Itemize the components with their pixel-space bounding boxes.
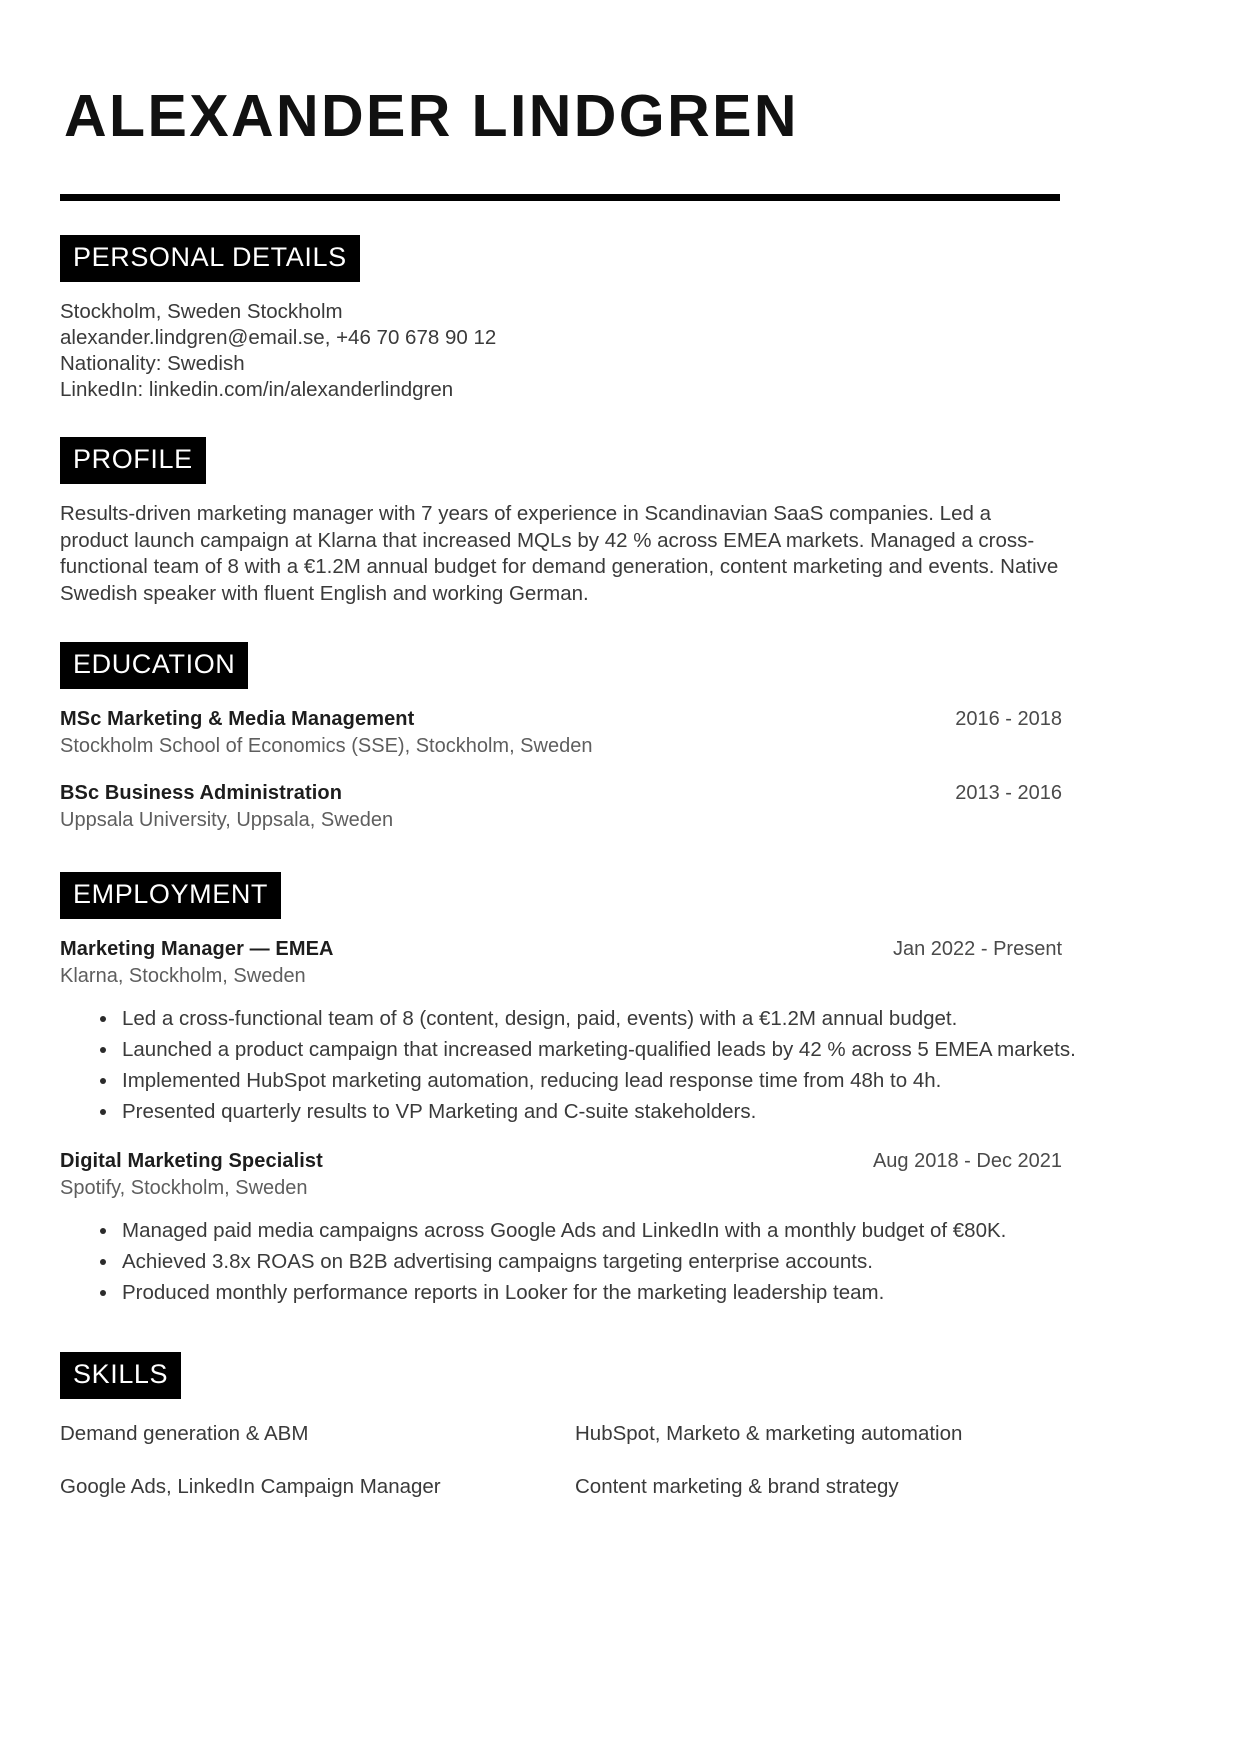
contact-line-location: Stockholm, Sweden Stockholm [60, 299, 343, 323]
contact-line-email-phone: alexander.lindgren@email.se, +46 70 678 90 12 [60, 325, 497, 349]
education-institution: Uppsala University, Uppsala, Sweden [60, 808, 394, 831]
section-heading-personal-details: PERSONAL DETAILS [60, 235, 360, 282]
list-item: Implemented HubSpot marketing automation, reducing lead response time from 48h to 4h. [100, 1067, 1100, 1094]
page-title: ALEXANDER LINDGREN [64, 83, 799, 149]
employment-entry [60, 938, 1141, 1126]
list-item: Managed paid media campaigns across Google Ads and LinkedIn with a monthly budget of €80K. [100, 1217, 1100, 1244]
skill-item: Content marketing & brand strategy [575, 1475, 899, 1498]
list-item: Produced monthly performance reports in Looker for the marketing leadership team. [100, 1279, 1100, 1306]
education-degree: MSc Marketing & Media Management [60, 707, 415, 730]
employment-entry-header [60, 1150, 1062, 1173]
education-entry [60, 782, 1141, 832]
section-profile [60, 437, 1141, 608]
education-degree: BSc Business Administration [60, 781, 343, 804]
employment-job-title: Digital Marketing Specialist [60, 1149, 323, 1172]
education-entry-header [60, 708, 1062, 731]
section-skills [60, 1352, 1141, 1499]
employment-company: Spotify, Stockholm, Sweden [60, 1176, 308, 1199]
employment-bullet-list [60, 1005, 1100, 1126]
education-institution: Stockholm School of Economics (SSE), Stockholm, Sweden [60, 734, 593, 757]
section-employment [60, 872, 1141, 1307]
list-item: Launched a product campaign that increased marketing-qualified leads by 42 % across 5 EMEA markets. [100, 1036, 1100, 1063]
section-heading-employment: EMPLOYMENT [60, 872, 281, 919]
employment-date: Jan 2022 - Present [893, 937, 1062, 960]
skill-item: HubSpot, Marketo & marketing automation [575, 1422, 963, 1446]
education-date: 2016 - 2018 [955, 707, 1062, 730]
employment-date: Aug 2018 - Dec 2021 [872, 1149, 1062, 1172]
employment-bullet-list [60, 1217, 1100, 1307]
employment-company: Klarna, Stockholm, Sweden [60, 964, 306, 987]
education-entry [60, 708, 1141, 758]
profile-text: Results-driven marketing manager with 7 years of experience in Scandinavian SaaS companies. Led a product launch campaign at Klarna that increased MQLs by 42 % across EMEA markets. Managed a cross-functional team of 8 with a €1.2M annual budget for demand generation, content marketing and events. Native Swedish speaker with fluent English and working German. [60, 502, 1059, 605]
section-education [60, 642, 1141, 832]
list-item: Achieved 3.8x ROAS on B2B advertising campaigns targeting enterprise accounts. [100, 1248, 1100, 1275]
skill-item: Google Ads, LinkedIn Campaign Manager [60, 1475, 441, 1498]
section-heading-skills: SKILLS [60, 1352, 181, 1399]
list-item: Presented quarterly results to VP Marketing and C-suite stakeholders. [100, 1098, 1100, 1125]
education-entry-header [60, 782, 1062, 805]
employment-job-title: Marketing Manager — EMEA [60, 937, 334, 960]
employment-entry-header [60, 938, 1062, 961]
contact-line-linkedin: LinkedIn: linkedin.com/in/alexanderlindgren [60, 378, 454, 402]
contact-line-nationality: Nationality: Swedish [60, 352, 245, 375]
education-date: 2013 - 2016 [955, 781, 1062, 804]
section-heading-education: EDUCATION [60, 642, 248, 689]
header-divider [60, 194, 1060, 201]
skill-item: Demand generation & ABM [60, 1422, 309, 1446]
list-item: Led a cross-functional team of 8 (content, design, paid, events) with a €1.2M annual budget. [100, 1005, 1100, 1032]
section-heading-profile: PROFILE [60, 437, 206, 484]
personal-details-block [60, 299, 1065, 403]
section-personal-details [60, 235, 1141, 403]
employment-entry [60, 1150, 1141, 1307]
skills-grid [60, 1421, 1065, 1499]
